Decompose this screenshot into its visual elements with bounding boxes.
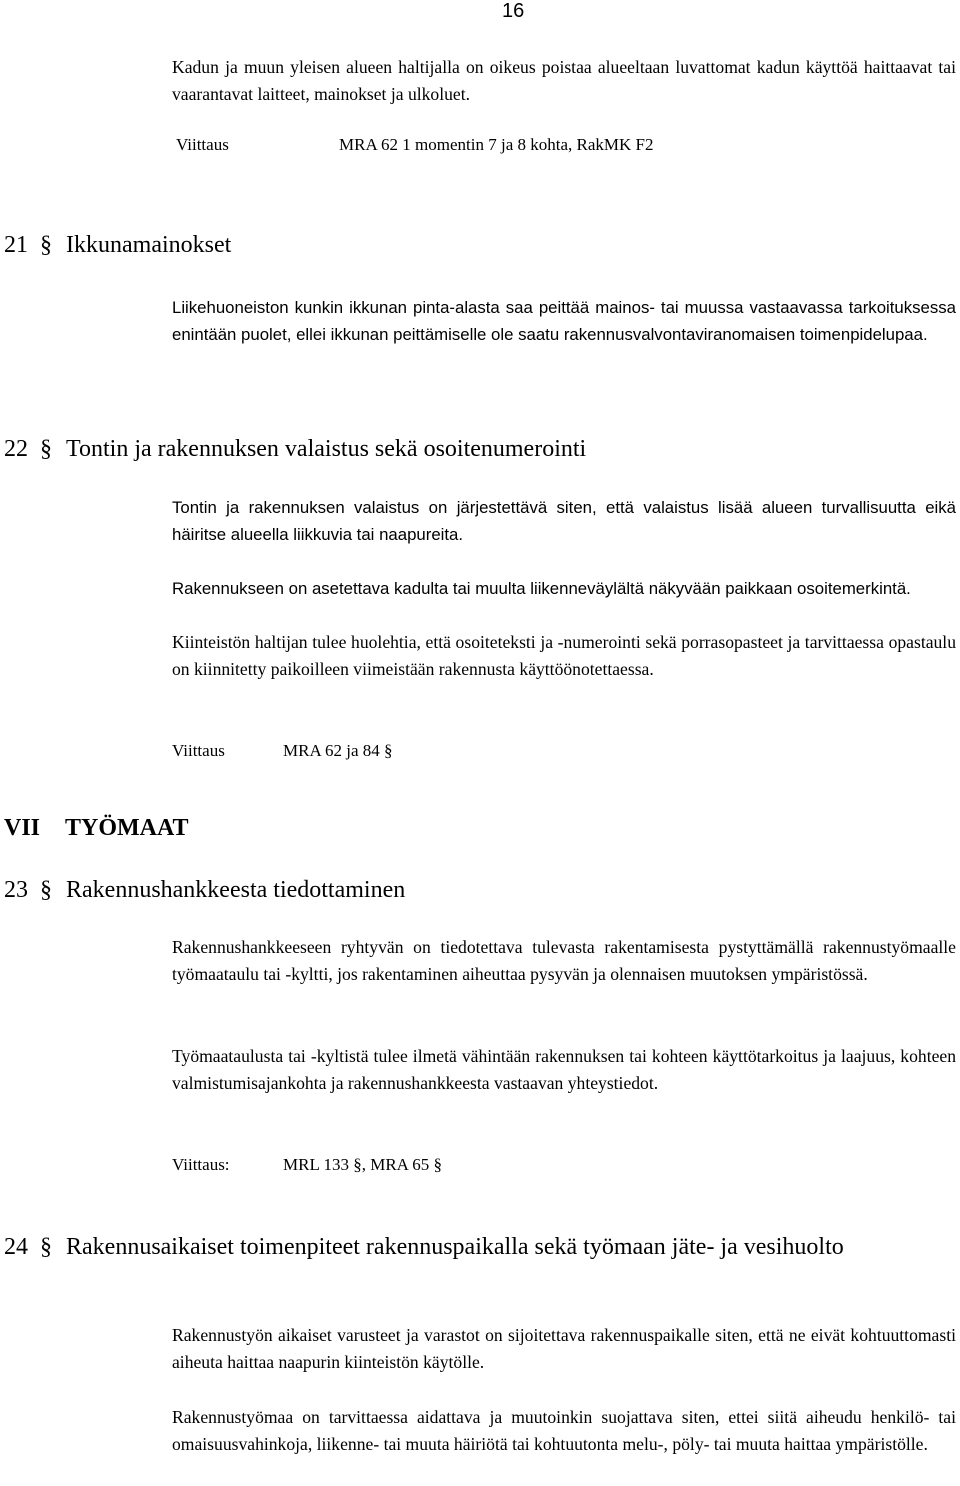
- section-23-paragraph-1: Rakennushankkeeseen ryhtyvän on tiedotettava tulevasta rakentamisesta pystyttämällä rakennustyömaalle työmaataulu tai -kyltti, jos rakentaminen aiheuttaa pysyvän ja olennaisen muutoksen ympäristössä.: [172, 937, 956, 984]
- section-number: 22: [4, 436, 28, 462]
- section-sign: §: [40, 232, 52, 258]
- reference-label: Viittaus:: [172, 1155, 230, 1174]
- reference-value: MRA 62 ja 84 §: [283, 741, 393, 760]
- section-24-paragraph-2: Rakennustyömaa on tarvittaessa aidattava ja muutoinkin suojattava siten, ettei siitä aiheudu henkilö- tai omaisuusvahinkoja, liikenne- tai muuta häiriötä tai kohtuutonta melu-, pöly- tai muuta haittaa ympäristölle.: [172, 1407, 956, 1454]
- section-24-heading: [4, 1232, 958, 1263]
- reference-label: Viittaus: [172, 741, 225, 760]
- page-number: 16: [502, 0, 525, 22]
- reference-value: MRA 62 1 momentin 7 ja 8 kohta, RakMK F2: [339, 135, 654, 154]
- section-21-heading: [4, 230, 231, 261]
- section-23-reference: [172, 1151, 443, 1178]
- section-title: Tontin ja rakennuksen valaistus sekä osoitenumerointi: [66, 436, 587, 462]
- section-23-heading: [4, 875, 405, 906]
- section-number: 21: [4, 232, 28, 258]
- section-22-paragraph-1: Tontin ja rakennuksen valaistus on järjestettävä siten, että valaistus lisää alueen turvallisuutta eikä häiritse alueella liikkuvia tai naapureita.: [172, 498, 956, 544]
- section-title: Ikkunamainokset: [66, 232, 232, 258]
- section-24-paragraph-1: Rakennustyön aikaiset varusteet ja varastot on sijoitettava rakennuspaikalle siten, että ne eivät kohtuuttomasti aiheuta haittaa naapurin kiinteistön käytölle.: [172, 1325, 956, 1372]
- chapter-title: TYÖMAAT: [65, 815, 189, 841]
- section-22-paragraph-2: Rakennukseen on asetettava kadulta tai muulta liikenneväylältä näkyvään paikkaan osoitemerkintä.: [172, 579, 911, 598]
- section-22-reference: [172, 737, 393, 764]
- reference-label: Viittaus: [176, 135, 229, 154]
- chapter-heading: [4, 815, 189, 842]
- section-22-heading: [4, 434, 586, 465]
- section-sign: §: [40, 436, 52, 462]
- section-number: 24: [4, 1234, 28, 1260]
- reference-line-1: [176, 131, 654, 158]
- section-23-paragraph-2: Työmaataulusta tai -kyltistä tulee ilmetä vähintään rakennuksen tai kohteen käyttötarkoitus ja laajuus, kohteen valmistumisajankohta ja rakennushankkeesta vastaavan yhteystiedot.: [172, 1046, 956, 1093]
- section-sign: §: [40, 1234, 52, 1260]
- section-sign: §: [40, 877, 52, 903]
- section-title: Rakennusaikaiset toimenpiteet rakennuspaikalla sekä työmaan jäte- ja vesihuolto: [66, 1234, 844, 1260]
- section-22-paragraph-3: Kiinteistön haltijan tulee huolehtia, että osoiteteksti ja -numerointi sekä porrasopasteet ja tarvittaessa opastaulu on kiinnitetty paikoilleen viimeistään rakennusta käyttöönotettaessa.: [172, 632, 956, 679]
- chapter-number: VII: [4, 815, 41, 841]
- section-number: 23: [4, 877, 28, 903]
- section-21-paragraph: Liikehuoneiston kunkin ikkunan pinta-alasta saa peittää mainos- tai muussa vastaavassa tarkoituksessa enintään puolet, ellei ikkunan peittämiselle ole saatu rakennusvalvontaviranomaisen toimenpidelupaa.: [172, 298, 956, 344]
- section-title: Rakennushankkeesta tiedottaminen: [66, 877, 406, 903]
- intro-paragraph: Kadun ja muun yleisen alueen haltijalla on oikeus poistaa alueeltaan luvattomat kadun käyttöä haittaavat tai vaarantavat laitteet, mainokset ja ulkoluet.: [172, 57, 956, 104]
- reference-value: MRL 133 §, MRA 65 §: [283, 1155, 443, 1174]
